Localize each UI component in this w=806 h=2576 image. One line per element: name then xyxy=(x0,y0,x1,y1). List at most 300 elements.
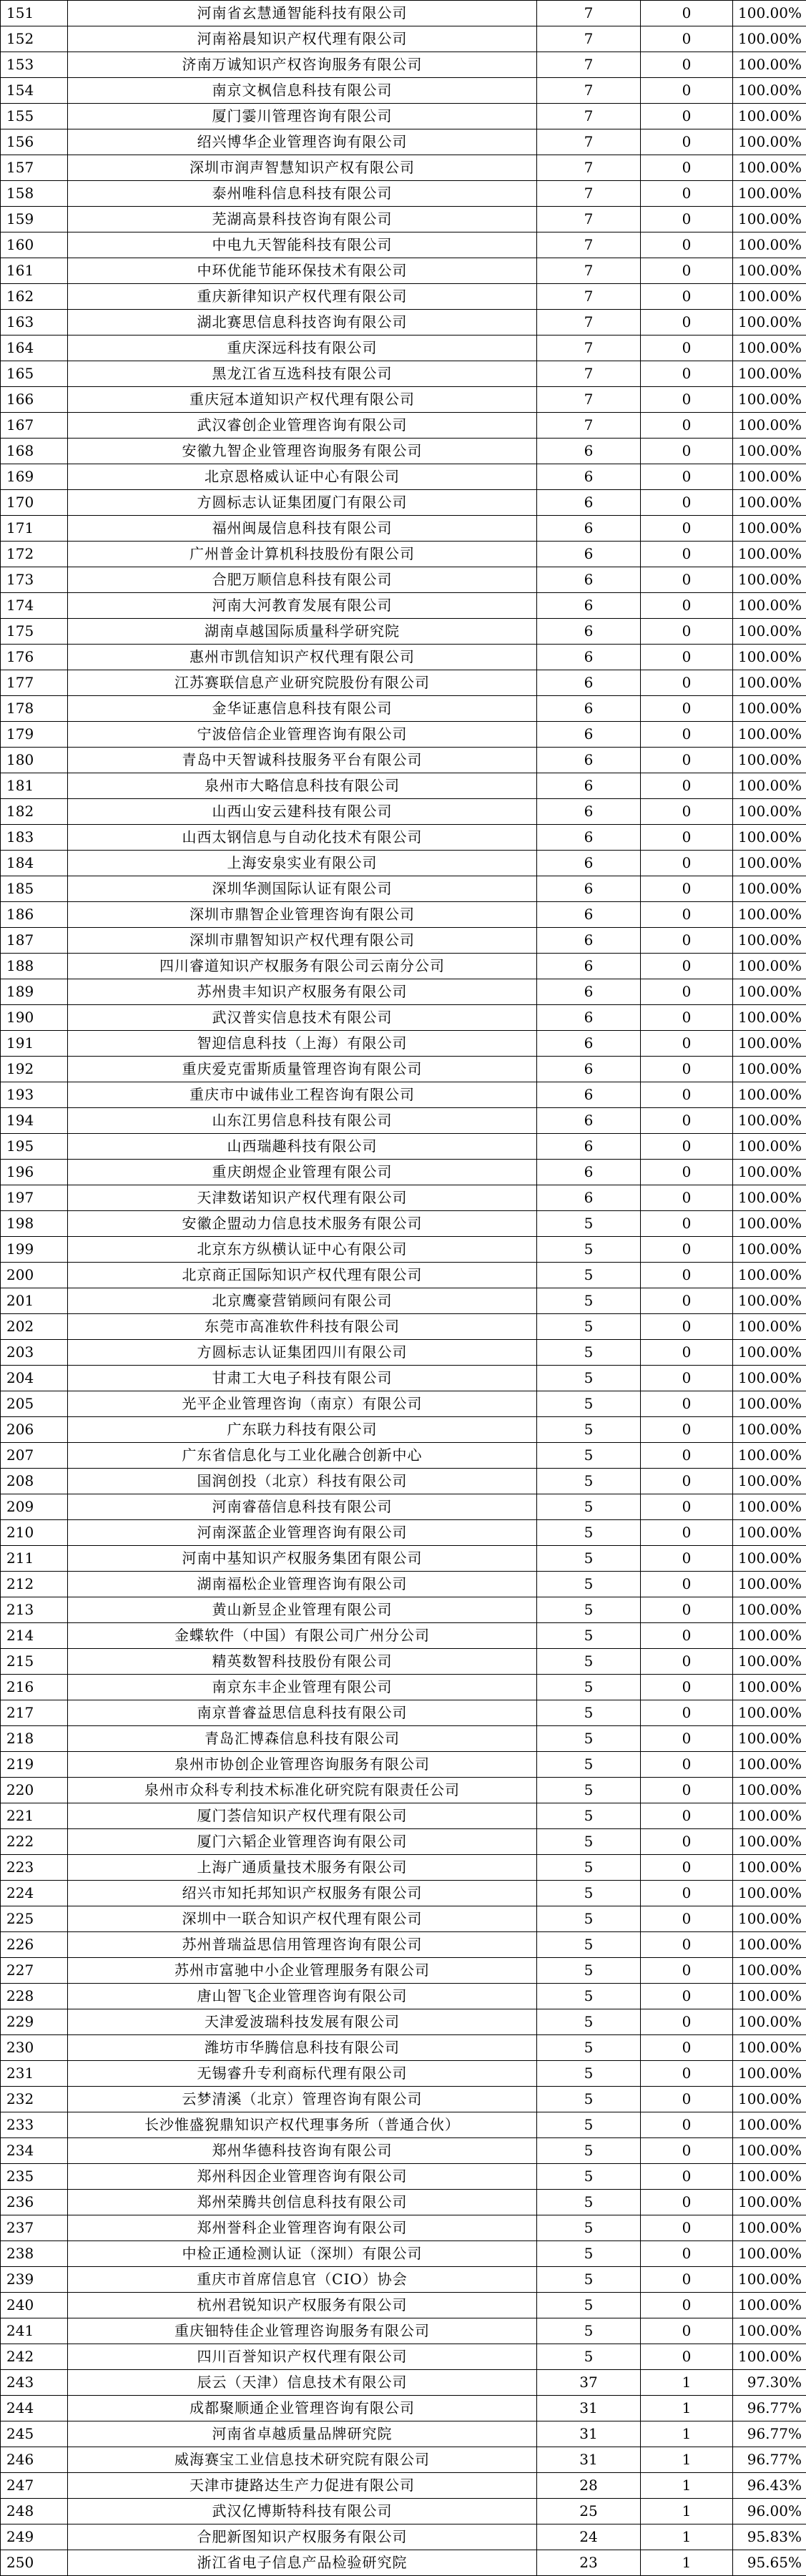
second-count-cell: 0 xyxy=(641,155,733,181)
table-row xyxy=(1,2447,806,2473)
total-count-cell: 7 xyxy=(537,258,641,284)
table-row xyxy=(1,1057,806,1082)
total-count-cell: 5 xyxy=(537,2267,641,2293)
rank-cell: 246 xyxy=(1,2447,68,2473)
total-count-cell: 6 xyxy=(537,1057,641,1082)
company-name-cell: 重庆朗煜企业管理有限公司 xyxy=(68,1160,537,1185)
second-count-cell: 0 xyxy=(641,1520,733,1546)
rank-cell: 205 xyxy=(1,1391,68,1417)
company-name-cell: 黄山新昱企业管理有限公司 xyxy=(68,1597,537,1623)
second-count-cell: 0 xyxy=(641,2009,733,2035)
rank-cell: 179 xyxy=(1,722,68,748)
total-count-cell: 6 xyxy=(537,825,641,851)
total-count-cell: 5 xyxy=(537,2215,641,2241)
percentage-cell: 100.00% xyxy=(733,2190,806,2215)
table-row xyxy=(1,2087,806,2112)
table-row xyxy=(1,1082,806,1108)
rank-cell: 245 xyxy=(1,2421,68,2447)
total-count-cell: 6 xyxy=(537,619,641,645)
company-name-cell: 南京普睿益思信息科技有限公司 xyxy=(68,1700,537,1726)
rank-cell: 181 xyxy=(1,773,68,799)
table-row xyxy=(1,1314,806,1340)
rank-cell: 207 xyxy=(1,1443,68,1469)
percentage-cell: 100.00% xyxy=(733,232,806,258)
rank-cell: 178 xyxy=(1,696,68,722)
company-name-cell: 重庆市首席信息官（CIO）协会 xyxy=(68,2267,537,2293)
table-row xyxy=(1,361,806,387)
second-count-cell: 0 xyxy=(641,1391,733,1417)
company-name-cell: 南京文枫信息科技有限公司 xyxy=(68,78,537,104)
second-count-cell: 1 xyxy=(641,2396,733,2421)
table-row xyxy=(1,1469,806,1494)
rank-cell: 152 xyxy=(1,26,68,52)
company-name-cell: 惠州市凯信知识产权代理有限公司 xyxy=(68,645,537,670)
company-name-cell: 深圳市润声智慧知识产权有限公司 xyxy=(68,155,537,181)
percentage-cell: 100.00% xyxy=(733,2009,806,2035)
company-name-cell: 中电九天智能科技有限公司 xyxy=(68,232,537,258)
rank-cell: 192 xyxy=(1,1057,68,1082)
company-name-cell: 青岛汇博森信息科技有限公司 xyxy=(68,1726,537,1752)
total-count-cell: 6 xyxy=(537,567,641,593)
total-count-cell: 6 xyxy=(537,979,641,1005)
total-count-cell: 5 xyxy=(537,1314,641,1340)
percentage-cell: 100.00% xyxy=(733,1288,806,1314)
company-name-cell: 重庆新律知识产权代理有限公司 xyxy=(68,284,537,310)
rank-cell: 158 xyxy=(1,181,68,207)
table-row xyxy=(1,1752,806,1778)
total-count-cell: 7 xyxy=(537,207,641,232)
table-row xyxy=(1,542,806,567)
company-name-cell: 金蝶软件（中国）有限公司广州分公司 xyxy=(68,1623,537,1649)
table-row xyxy=(1,129,806,155)
company-name-cell: 方圆标志认证集团四川有限公司 xyxy=(68,1340,537,1366)
company-name-cell: 苏州普瑞益思信用管理咨询有限公司 xyxy=(68,1932,537,1958)
company-name-cell: 深圳市鼎智知识产权代理有限公司 xyxy=(68,928,537,954)
company-name-cell: 合肥万顺信息科技有限公司 xyxy=(68,567,537,593)
rank-cell: 187 xyxy=(1,928,68,954)
total-count-cell: 6 xyxy=(537,670,641,696)
second-count-cell: 0 xyxy=(641,1623,733,1649)
second-count-cell: 0 xyxy=(641,516,733,542)
percentage-cell: 100.00% xyxy=(733,1623,806,1649)
table-row xyxy=(1,1237,806,1263)
percentage-cell: 100.00% xyxy=(733,593,806,619)
second-count-cell: 0 xyxy=(641,722,733,748)
second-count-cell: 0 xyxy=(641,1803,733,1829)
percentage-cell: 100.00% xyxy=(733,1005,806,1031)
company-name-cell: 绍兴市知托邦知识产权服务有限公司 xyxy=(68,1881,537,1906)
total-count-cell: 6 xyxy=(537,1185,641,1211)
total-count-cell: 5 xyxy=(537,1263,641,1288)
company-name-cell: 厦门六韬企业管理咨询有限公司 xyxy=(68,1829,537,1855)
company-name-cell: 重庆市中诚伟业工程咨询有限公司 xyxy=(68,1082,537,1108)
percentage-cell: 100.00% xyxy=(733,773,806,799)
table-row xyxy=(1,1288,806,1314)
percentage-cell: 100.00% xyxy=(733,439,806,464)
total-count-cell: 5 xyxy=(537,1778,641,1803)
company-name-cell: 山西瑞趣科技有限公司 xyxy=(68,1134,537,1160)
total-count-cell: 5 xyxy=(537,1340,641,1366)
second-count-cell: 0 xyxy=(641,490,733,516)
percentage-cell: 100.00% xyxy=(733,1778,806,1803)
company-name-cell: 光平企业管理咨询（南京）有限公司 xyxy=(68,1391,537,1417)
second-count-cell: 0 xyxy=(641,542,733,567)
rank-cell: 160 xyxy=(1,232,68,258)
second-count-cell: 0 xyxy=(641,232,733,258)
rank-cell: 227 xyxy=(1,1958,68,1984)
percentage-cell: 100.00% xyxy=(733,52,806,78)
second-count-cell: 0 xyxy=(641,1366,733,1391)
second-count-cell: 0 xyxy=(641,1494,733,1520)
table-row xyxy=(1,1,806,26)
rank-cell: 163 xyxy=(1,310,68,336)
table-row xyxy=(1,876,806,902)
second-count-cell: 0 xyxy=(641,825,733,851)
total-count-cell: 5 xyxy=(537,1469,641,1494)
total-count-cell: 25 xyxy=(537,2499,641,2524)
table-row xyxy=(1,1675,806,1700)
table-row xyxy=(1,2215,806,2241)
total-count-cell: 5 xyxy=(537,1391,641,1417)
rank-cell: 221 xyxy=(1,1803,68,1829)
total-count-cell: 6 xyxy=(537,542,641,567)
second-count-cell: 0 xyxy=(641,1134,733,1160)
second-count-cell: 0 xyxy=(641,258,733,284)
total-count-cell: 5 xyxy=(537,1932,641,1958)
total-count-cell: 6 xyxy=(537,490,641,516)
second-count-cell: 0 xyxy=(641,2318,733,2344)
company-name-cell: 河南大河教育发展有限公司 xyxy=(68,593,537,619)
company-name-cell: 重庆爱克雷斯质量管理咨询有限公司 xyxy=(68,1057,537,1082)
table-row xyxy=(1,1649,806,1675)
company-name-cell: 潍坊市华腾信息科技有限公司 xyxy=(68,2035,537,2061)
table-row xyxy=(1,1160,806,1185)
percentage-cell: 100.00% xyxy=(733,1366,806,1391)
table-row xyxy=(1,619,806,645)
total-count-cell: 6 xyxy=(537,876,641,902)
second-count-cell: 0 xyxy=(641,129,733,155)
second-count-cell: 0 xyxy=(641,387,733,413)
table-row xyxy=(1,2138,806,2164)
second-count-cell: 0 xyxy=(641,954,733,979)
second-count-cell: 0 xyxy=(641,2112,733,2138)
second-count-cell: 1 xyxy=(641,2499,733,2524)
percentage-cell: 100.00% xyxy=(733,361,806,387)
second-count-cell: 0 xyxy=(641,1546,733,1572)
rank-cell: 157 xyxy=(1,155,68,181)
second-count-cell: 0 xyxy=(641,2087,733,2112)
total-count-cell: 5 xyxy=(537,1700,641,1726)
table-row xyxy=(1,1932,806,1958)
table-row xyxy=(1,851,806,876)
company-name-cell: 泉州市众科专利技术标准化研究院有限责任公司 xyxy=(68,1778,537,1803)
total-count-cell: 31 xyxy=(537,2396,641,2421)
total-count-cell: 7 xyxy=(537,181,641,207)
percentage-cell: 100.00% xyxy=(733,2344,806,2370)
percentage-cell: 100.00% xyxy=(733,1494,806,1520)
rank-cell: 176 xyxy=(1,645,68,670)
rank-cell: 162 xyxy=(1,284,68,310)
percentage-cell: 96.77% xyxy=(733,2396,806,2421)
rank-cell: 213 xyxy=(1,1597,68,1623)
table-row xyxy=(1,2164,806,2190)
company-name-cell: 郑州誉科企业管理咨询有限公司 xyxy=(68,2215,537,2241)
company-name-cell: 方圆标志认证集团厦门有限公司 xyxy=(68,490,537,516)
total-count-cell: 6 xyxy=(537,516,641,542)
second-count-cell: 0 xyxy=(641,1082,733,1108)
table-row xyxy=(1,1134,806,1160)
rank-cell: 185 xyxy=(1,876,68,902)
table-row xyxy=(1,1906,806,1932)
rank-cell: 226 xyxy=(1,1932,68,1958)
percentage-cell: 100.00% xyxy=(733,1082,806,1108)
rank-cell: 223 xyxy=(1,1855,68,1881)
total-count-cell: 6 xyxy=(537,696,641,722)
table-row xyxy=(1,232,806,258)
total-count-cell: 31 xyxy=(537,2447,641,2473)
company-name-cell: 南京东丰企业管理有限公司 xyxy=(68,1675,537,1700)
total-count-cell: 5 xyxy=(537,2112,641,2138)
company-name-cell: 苏州贵丰知识产权服务有限公司 xyxy=(68,979,537,1005)
percentage-cell: 100.00% xyxy=(733,155,806,181)
rank-cell: 182 xyxy=(1,799,68,825)
second-count-cell: 0 xyxy=(641,2267,733,2293)
company-name-cell: 河南中基知识产权服务集团有限公司 xyxy=(68,1546,537,1572)
table-row xyxy=(1,1005,806,1031)
total-count-cell: 6 xyxy=(537,799,641,825)
percentage-cell: 100.00% xyxy=(733,464,806,490)
company-name-cell: 北京东方纵横认证中心有限公司 xyxy=(68,1237,537,1263)
rank-cell: 196 xyxy=(1,1160,68,1185)
second-count-cell: 0 xyxy=(641,593,733,619)
table-row xyxy=(1,1263,806,1288)
second-count-cell: 0 xyxy=(641,1211,733,1237)
company-name-cell: 青岛中天智诚科技服务平台有限公司 xyxy=(68,748,537,773)
rank-cell: 235 xyxy=(1,2164,68,2190)
company-name-cell: 安徽企盟动力信息技术服务有限公司 xyxy=(68,1211,537,1237)
table-row xyxy=(1,2524,806,2550)
company-name-cell: 金华证惠信息科技有限公司 xyxy=(68,696,537,722)
total-count-cell: 6 xyxy=(537,645,641,670)
rank-cell: 219 xyxy=(1,1752,68,1778)
percentage-cell: 100.00% xyxy=(733,1237,806,1263)
table-row xyxy=(1,490,806,516)
percentage-cell: 100.00% xyxy=(733,26,806,52)
total-count-cell: 5 xyxy=(537,1237,641,1263)
rank-cell: 209 xyxy=(1,1494,68,1520)
percentage-cell: 100.00% xyxy=(733,1391,806,1417)
rank-cell: 202 xyxy=(1,1314,68,1340)
percentage-cell: 100.00% xyxy=(733,1829,806,1855)
second-count-cell: 0 xyxy=(641,2035,733,2061)
total-count-cell: 7 xyxy=(537,78,641,104)
table-row xyxy=(1,2112,806,2138)
second-count-cell: 0 xyxy=(641,2190,733,2215)
table-row xyxy=(1,696,806,722)
percentage-cell: 100.00% xyxy=(733,2215,806,2241)
total-count-cell: 7 xyxy=(537,26,641,52)
rank-cell: 215 xyxy=(1,1649,68,1675)
percentage-cell: 100.00% xyxy=(733,1417,806,1443)
percentage-cell: 100.00% xyxy=(733,902,806,928)
rank-cell: 250 xyxy=(1,2550,68,2576)
total-count-cell: 5 xyxy=(537,1958,641,1984)
percentage-cell: 100.00% xyxy=(733,748,806,773)
second-count-cell: 0 xyxy=(641,78,733,104)
total-count-cell: 6 xyxy=(537,1134,641,1160)
second-count-cell: 0 xyxy=(641,2215,733,2241)
percentage-cell: 100.00% xyxy=(733,1958,806,1984)
percentage-cell: 100.00% xyxy=(733,1546,806,1572)
total-count-cell: 6 xyxy=(537,439,641,464)
rank-cell: 167 xyxy=(1,413,68,439)
rank-cell: 238 xyxy=(1,2241,68,2267)
total-count-cell: 5 xyxy=(537,2241,641,2267)
total-count-cell: 6 xyxy=(537,722,641,748)
table-row xyxy=(1,1211,806,1237)
table-row xyxy=(1,1597,806,1623)
second-count-cell: 0 xyxy=(641,1906,733,1932)
rank-cell: 233 xyxy=(1,2112,68,2138)
rank-cell: 216 xyxy=(1,1675,68,1700)
rank-cell: 242 xyxy=(1,2344,68,2370)
table-row xyxy=(1,464,806,490)
second-count-cell: 0 xyxy=(641,1288,733,1314)
second-count-cell: 0 xyxy=(641,979,733,1005)
table-row xyxy=(1,1108,806,1134)
company-name-cell: 重庆深远科技有限公司 xyxy=(68,336,537,361)
total-count-cell: 5 xyxy=(537,2164,641,2190)
rank-cell: 156 xyxy=(1,129,68,155)
percentage-cell: 100.00% xyxy=(733,1726,806,1752)
rank-cell: 231 xyxy=(1,2061,68,2087)
second-count-cell: 0 xyxy=(641,439,733,464)
company-name-cell: 黑龙江省互选科技有限公司 xyxy=(68,361,537,387)
rank-cell: 165 xyxy=(1,361,68,387)
percentage-cell: 100.00% xyxy=(733,979,806,1005)
table-row xyxy=(1,2061,806,2087)
second-count-cell: 0 xyxy=(641,1160,733,1185)
table-row xyxy=(1,2009,806,2035)
total-count-cell: 5 xyxy=(537,1984,641,2009)
rank-cell: 190 xyxy=(1,1005,68,1031)
rank-cell: 201 xyxy=(1,1288,68,1314)
second-count-cell: 0 xyxy=(641,1443,733,1469)
table-row xyxy=(1,2550,806,2576)
company-name-cell: 天津数诺知识产权代理有限公司 xyxy=(68,1185,537,1211)
second-count-cell: 0 xyxy=(641,1263,733,1288)
second-count-cell: 0 xyxy=(641,1185,733,1211)
company-name-cell: 重庆钿特佳企业管理咨询服务有限公司 xyxy=(68,2318,537,2344)
percentage-cell: 100.00% xyxy=(733,1134,806,1160)
second-count-cell: 0 xyxy=(641,2164,733,2190)
rank-cell: 197 xyxy=(1,1185,68,1211)
total-count-cell: 31 xyxy=(537,2421,641,2447)
rank-cell: 171 xyxy=(1,516,68,542)
rank-cell: 249 xyxy=(1,2524,68,2550)
percentage-cell: 100.00% xyxy=(733,954,806,979)
second-count-cell: 0 xyxy=(641,773,733,799)
percentage-cell: 100.00% xyxy=(733,129,806,155)
second-count-cell: 0 xyxy=(641,413,733,439)
total-count-cell: 5 xyxy=(537,2087,641,2112)
table-row xyxy=(1,387,806,413)
second-count-cell: 0 xyxy=(641,567,733,593)
total-count-cell: 23 xyxy=(537,2550,641,2576)
percentage-cell: 100.00% xyxy=(733,387,806,413)
table-row xyxy=(1,825,806,851)
total-count-cell: 7 xyxy=(537,155,641,181)
percentage-cell: 100.00% xyxy=(733,1314,806,1340)
table-row xyxy=(1,1520,806,1546)
second-count-cell: 0 xyxy=(641,2344,733,2370)
rank-cell: 153 xyxy=(1,52,68,78)
percentage-cell: 100.00% xyxy=(733,696,806,722)
company-name-cell: 天津市捷路达生产力促进有限公司 xyxy=(68,2473,537,2499)
rank-cell: 177 xyxy=(1,670,68,696)
percentage-cell: 100.00% xyxy=(733,2241,806,2267)
rank-cell: 180 xyxy=(1,748,68,773)
second-count-cell: 0 xyxy=(641,1958,733,1984)
second-count-cell: 0 xyxy=(641,1726,733,1752)
company-name-cell: 济南万诚知识产权咨询服务有限公司 xyxy=(68,52,537,78)
percentage-cell: 100.00% xyxy=(733,2164,806,2190)
rank-cell: 225 xyxy=(1,1906,68,1932)
rank-cell: 164 xyxy=(1,336,68,361)
rank-cell: 218 xyxy=(1,1726,68,1752)
second-count-cell: 0 xyxy=(641,1984,733,2009)
table-row xyxy=(1,1572,806,1597)
percentage-cell: 100.00% xyxy=(733,258,806,284)
rank-cell: 161 xyxy=(1,258,68,284)
rank-cell: 222 xyxy=(1,1829,68,1855)
total-count-cell: 7 xyxy=(537,104,641,129)
second-count-cell: 1 xyxy=(641,2524,733,2550)
table-row xyxy=(1,1546,806,1572)
company-name-cell: 广东省信息化与工业化融合创新中心 xyxy=(68,1443,537,1469)
company-name-cell: 芜湖高景科技咨询有限公司 xyxy=(68,207,537,232)
percentage-cell: 100.00% xyxy=(733,825,806,851)
rank-cell: 208 xyxy=(1,1469,68,1494)
second-count-cell: 0 xyxy=(641,1314,733,1340)
second-count-cell: 0 xyxy=(641,1057,733,1082)
percentage-cell: 100.00% xyxy=(733,670,806,696)
table-row xyxy=(1,78,806,104)
table-row xyxy=(1,336,806,361)
total-count-cell: 5 xyxy=(537,1855,641,1881)
table-row xyxy=(1,155,806,181)
second-count-cell: 0 xyxy=(641,851,733,876)
percentage-cell: 100.00% xyxy=(733,2112,806,2138)
second-count-cell: 0 xyxy=(641,1572,733,1597)
company-name-cell: 重庆冠本道知识产权代理有限公司 xyxy=(68,387,537,413)
company-name-cell: 泰州唯科信息科技有限公司 xyxy=(68,181,537,207)
second-count-cell: 0 xyxy=(641,619,733,645)
table-row xyxy=(1,1700,806,1726)
rank-cell: 166 xyxy=(1,387,68,413)
table-row xyxy=(1,2241,806,2267)
second-count-cell: 1 xyxy=(641,2370,733,2396)
table-row xyxy=(1,2473,806,2499)
company-name-cell: 山东江男信息科技有限公司 xyxy=(68,1108,537,1134)
percentage-cell: 100.00% xyxy=(733,1160,806,1185)
company-name-cell: 国润创投（北京）科技有限公司 xyxy=(68,1469,537,1494)
total-count-cell: 5 xyxy=(537,1443,641,1469)
company-name-cell: 上海广通质量技术服务有限公司 xyxy=(68,1855,537,1881)
company-name-cell: 厦门荟信知识产权代理有限公司 xyxy=(68,1803,537,1829)
total-count-cell: 6 xyxy=(537,1108,641,1134)
percentage-cell: 100.00% xyxy=(733,284,806,310)
